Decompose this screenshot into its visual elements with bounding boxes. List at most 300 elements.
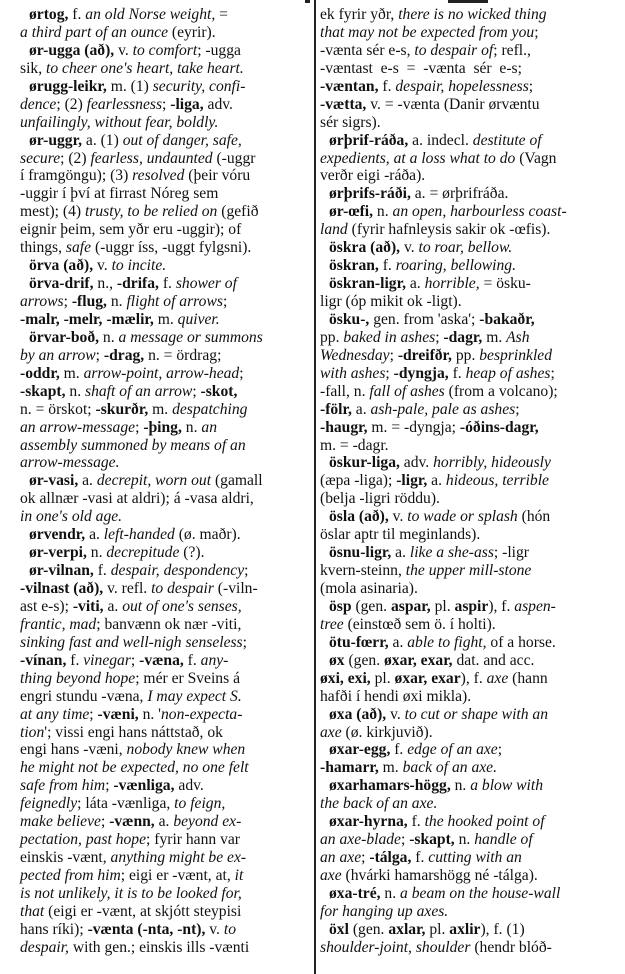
dictionary-line	[20, 526, 316, 544]
entry-text: f.	[68, 6, 86, 23]
definition-text: fearless, undaunted	[90, 149, 213, 167]
entry-text: (Vagn	[515, 149, 557, 167]
headword: ør-verpi,	[29, 544, 87, 562]
definition-text: safe from him	[20, 777, 106, 795]
headword: øxa-tré,	[329, 884, 381, 902]
dictionary-line	[20, 221, 316, 239]
dictionary-line	[20, 885, 316, 903]
headword: øxa (að),	[329, 705, 387, 723]
headword: -hamarr,	[320, 759, 379, 777]
entry-text: pl.	[370, 669, 395, 687]
definition-text: for hanging up axes.	[320, 902, 449, 920]
dictionary-line	[20, 293, 316, 311]
entry-text: ;	[528, 77, 534, 95]
definition-text: is not unlikely, it is to be looked for,	[20, 884, 242, 902]
headword: -drag,	[103, 346, 145, 364]
dictionary-line	[320, 167, 616, 185]
headword: -væni,	[97, 705, 139, 723]
definition-text: despair, hopelessness	[395, 77, 529, 95]
dictionary-line	[20, 365, 316, 383]
entry-text: ;	[534, 23, 539, 41]
headword: -vætta,	[320, 95, 367, 113]
dictionary-line	[320, 490, 616, 508]
entry-text: ;	[385, 364, 394, 382]
dictionary-line	[20, 132, 316, 150]
definition-text: shaft of an arrow	[85, 382, 193, 400]
entry-text: pp.	[320, 328, 344, 346]
entry-text: (æpa -liga);	[320, 472, 397, 490]
dictionary-line	[320, 634, 616, 652]
definition-text: any-	[200, 651, 229, 669]
entry-text: (belja -ligri röddu).	[320, 490, 440, 508]
definition-text: frantic, mad	[20, 615, 97, 633]
entry-text: (hvárki hamarshögg né -tálga).	[341, 867, 538, 884]
dictionary-line	[320, 454, 616, 472]
dictionary-line	[320, 60, 616, 78]
entry-text: f.	[411, 849, 429, 867]
entry-text: (gen.	[348, 920, 389, 938]
headword: -vænliga,	[113, 777, 175, 795]
entry-text: (mola asinaria).	[320, 580, 418, 597]
headword: ørugg-leikr,	[29, 77, 107, 95]
entry-text: ;	[89, 705, 98, 723]
definition-text: horrible,	[424, 275, 480, 293]
dictionary-line	[320, 383, 616, 401]
definition-text: pectation, past hope	[20, 831, 147, 849]
dictionary-line	[20, 185, 316, 203]
headword: -skot,	[200, 382, 238, 400]
dictionary-line	[320, 329, 616, 347]
entry-text: ), f. (1)	[480, 920, 525, 938]
definition-text: heap of ashes	[465, 364, 551, 382]
definition-text: there is no wicked thing	[398, 6, 547, 23]
entry-text: (hendr blóð-	[470, 938, 552, 956]
entry-text: ;	[105, 777, 114, 795]
definition-text: left-handed	[103, 526, 175, 544]
headword: öskra (að),	[329, 239, 401, 257]
entry-text: engri stundu -væna,	[20, 687, 148, 705]
definition-text: a blow with	[470, 777, 544, 795]
entry-text: ;	[515, 400, 520, 418]
definition-text: to	[223, 920, 236, 938]
dictionary-line	[320, 185, 616, 203]
dictionary-line	[320, 652, 616, 670]
headword: ørvendr,	[29, 526, 86, 544]
entry-text: (þeir vóru	[184, 167, 251, 185]
dictionary-line	[20, 508, 316, 526]
dictionary-line	[320, 580, 616, 598]
entry-text: m.	[482, 328, 507, 346]
dictionary-line	[320, 598, 616, 616]
headword: øxi, exi,	[320, 669, 371, 687]
headword: ørþrifs-ráði,	[329, 185, 411, 203]
dictionary-line	[20, 42, 316, 60]
definition-text: I may expect S.	[147, 687, 242, 705]
dictionary-line	[20, 724, 316, 742]
headword: -vilnast (að),	[20, 580, 104, 597]
entry-text: v.	[93, 257, 112, 275]
entry-text: '; vissi engi hans náttstað, ok	[44, 723, 223, 741]
definition-text: land	[320, 221, 348, 239]
entry-text: ;	[244, 562, 249, 580]
dictionary-line	[20, 490, 316, 508]
entry-text: ;	[135, 418, 144, 436]
dictionary-line	[320, 670, 616, 688]
entry-text: with gen.; einskis ills -vænti	[68, 938, 250, 956]
headword: -oddr,	[20, 364, 60, 382]
definition-text: resolved	[132, 167, 185, 185]
entry-text: ;	[63, 293, 72, 310]
dictionary-line	[20, 472, 316, 490]
headword: öskran,	[329, 257, 379, 275]
dictionary-line	[320, 365, 616, 383]
dictionary-line	[320, 293, 616, 311]
definition-text: roaring, bellowing.	[395, 257, 516, 275]
entry-text: f.	[448, 364, 466, 382]
entry-text: ; refl.,	[493, 41, 531, 59]
entry-text: adv.	[203, 95, 233, 113]
entry-text: ), f.	[460, 669, 487, 687]
headword: -væntan,	[320, 77, 379, 95]
definition-text: arrow-message.	[20, 454, 120, 472]
header-fragment-left	[305, 0, 310, 3]
entry-text: m.	[59, 364, 84, 382]
definition-text: nobody knew when	[126, 741, 246, 759]
definition-text: it	[234, 867, 244, 884]
dictionary-line	[320, 239, 616, 257]
entry-text: mest); (4)	[20, 203, 85, 221]
entry-text: a.	[427, 472, 446, 490]
entry-text: v.	[386, 705, 405, 723]
definition-text: fearlessness	[86, 95, 163, 113]
dictionary-line	[20, 150, 316, 168]
dictionary-line	[20, 759, 316, 777]
definition-text: despair,	[20, 938, 69, 956]
entry-text: f.	[66, 651, 84, 669]
entry-text: = ösku-	[479, 275, 531, 293]
dictionary-line	[20, 78, 316, 96]
definition-text: feignedly	[20, 795, 78, 813]
dictionary-line	[20, 795, 316, 813]
definition-text: axe	[486, 669, 509, 687]
headword: -liga,	[170, 95, 204, 113]
dictionary-line	[20, 203, 316, 221]
headword: -ligr,	[396, 472, 428, 490]
entry-text: pl.	[425, 920, 450, 938]
entry-text: ;	[95, 346, 104, 364]
headword: ør-œfi,	[329, 203, 374, 221]
entry-text: n.	[65, 382, 85, 400]
entry-text: ;	[192, 382, 201, 400]
dictionary-line	[320, 562, 616, 580]
dictionary-line	[320, 867, 616, 885]
entry-text: ligr (óp mikit ok -ligt).	[320, 293, 462, 310]
definition-text: secure	[20, 149, 61, 167]
entry-text: öslar aptr til meginlands).	[320, 526, 481, 544]
entry-text: (gefið	[217, 203, 259, 221]
entry-text: a.	[103, 597, 123, 615]
dictionary-line	[20, 239, 316, 257]
entry-text: a.	[351, 400, 371, 418]
entry-text: ;	[435, 328, 444, 346]
entry-text: a.	[78, 472, 97, 490]
dictionary-line	[20, 688, 316, 706]
entry-text: ;	[100, 813, 110, 831]
dictionary-line	[20, 634, 316, 652]
headword: örva (að),	[29, 257, 94, 275]
definition-text: trusty, to be relied on	[84, 203, 218, 221]
entry-text: v.	[114, 41, 133, 59]
definition-text: despair, despondency	[110, 562, 245, 580]
entry-text: a. indecl.	[408, 131, 473, 149]
headword: ösla (að),	[329, 508, 389, 526]
definition-text: destitute of	[472, 131, 542, 149]
headword: aspar,	[390, 597, 431, 615]
entry-text: einskis -vænt,	[20, 849, 111, 867]
dictionary-line	[20, 114, 316, 132]
headword: -vænta (-nta, -nt),	[87, 920, 206, 938]
entry-text: (gamall	[211, 472, 263, 490]
headword: ösnu-ligr,	[329, 544, 392, 562]
entry-text: (gen.	[344, 651, 384, 669]
definition-text: by an arrow	[20, 346, 96, 364]
entry-text: ; eigi er -vænt, at,	[120, 867, 235, 884]
dictionary-line	[20, 96, 316, 114]
entry-text: f.	[390, 741, 408, 759]
headword: aspir	[454, 597, 489, 615]
entry-text: ; (2)	[56, 95, 87, 113]
definition-text: a beam on the house-wall	[400, 884, 561, 902]
dictionary-line	[320, 759, 616, 777]
dictionary-line	[320, 706, 616, 724]
definition-text: able to fight,	[407, 633, 487, 651]
headword: ørþrif-ráða,	[329, 131, 409, 149]
definition-text: sinking fast and well-nigh senseless	[20, 633, 243, 651]
dictionary-line	[320, 813, 616, 831]
entry-text: v.	[388, 508, 408, 526]
definition-text: safe	[65, 239, 92, 257]
dictionary-line	[20, 6, 316, 24]
definition-text: out of one's senses,	[122, 597, 242, 615]
definition-text: axe	[320, 867, 342, 884]
dictionary-line	[20, 921, 316, 939]
dictionary-line	[20, 383, 316, 401]
entry-text: ;	[162, 95, 171, 113]
headword: ørtog,	[29, 6, 69, 23]
dictionary-line	[320, 777, 616, 795]
entry-text: gen. from 'aska';	[369, 310, 480, 328]
dictionary-line	[320, 885, 616, 903]
entry-text: n. = ördrag;	[144, 346, 222, 364]
entry-text: (-uggr	[212, 149, 256, 167]
dictionary-line	[320, 795, 616, 813]
definition-text: to comfort	[132, 41, 198, 59]
entry-text: ;	[239, 364, 244, 382]
dictionary-line	[20, 24, 316, 42]
headword: -fölr,	[320, 400, 352, 418]
definition-text: to cheer one's heart, take heart.	[46, 59, 244, 77]
dictionary-line	[20, 419, 316, 437]
dictionary-line	[320, 544, 616, 562]
dictionary-line	[20, 401, 316, 419]
entry-text: a.	[391, 544, 410, 562]
entry-text: n.	[106, 293, 127, 310]
definition-text: besprinkled	[479, 346, 553, 364]
dictionary-line	[20, 347, 316, 365]
entry-text: m. = -dagr.	[320, 436, 389, 454]
entry-text: (hann	[508, 669, 548, 687]
definition-text: like a she-ass	[409, 544, 494, 562]
headword: øx	[329, 651, 345, 669]
entry-text: f.	[378, 257, 396, 275]
dictionary-line	[320, 275, 616, 293]
entry-text: a. (1)	[82, 131, 123, 149]
definition-text: expedients, at a loss what to do	[320, 149, 516, 167]
dictionary-line	[320, 419, 616, 437]
dictionary-line	[320, 347, 616, 365]
headword: øxar-hyrna,	[329, 813, 408, 831]
headword: axlar,	[388, 920, 426, 938]
entry-text: n.	[380, 884, 401, 902]
definition-text: arrow-point, arrow-head	[83, 364, 240, 382]
definition-text: the upper mill-stone	[405, 562, 532, 580]
definition-text: an open, harbourless coast-	[392, 203, 567, 221]
entry-text: hafði í hendi øxi mikla).	[320, 687, 472, 705]
dictionary-line	[20, 275, 316, 293]
entry-text: (ø. maðr).	[174, 526, 241, 544]
dictionary-line	[320, 6, 616, 24]
headword: -skapt,	[20, 382, 66, 400]
definition-text: edge of an axe	[407, 741, 498, 759]
entry-text: ok allnær -vasi at aldri); á -vasa aldri,	[20, 490, 254, 508]
definition-text: an axe	[320, 849, 362, 867]
dictionary-line	[320, 903, 616, 921]
definition-text: tree	[320, 615, 344, 633]
dictionary-line	[320, 257, 616, 275]
entry-text: ; -ugga	[197, 41, 241, 59]
entry-text: v. refl.	[103, 580, 152, 597]
definition-text: to despair of	[414, 41, 494, 59]
definition-text: aspen-	[514, 597, 556, 615]
headword: ør-vilnan,	[29, 562, 94, 580]
headword: øxar-egg,	[329, 741, 391, 759]
entry-text: verðr eigi -ráða).	[320, 167, 426, 185]
definition-text: to wade or splash	[407, 508, 518, 526]
definition-text: in one's old age.	[20, 508, 123, 526]
entry-text: a.	[405, 275, 425, 293]
dictionary-line	[20, 329, 316, 347]
headword: örvar-boð,	[29, 328, 100, 346]
entry-text: n.,	[93, 275, 117, 293]
entry-text: ; -ligr	[493, 544, 529, 562]
headword: -óðins-dagr,	[459, 418, 539, 436]
entry-text: eignir þeim, sem yðr eru -uggir); of	[20, 221, 242, 239]
definition-text: an	[201, 418, 217, 436]
entry-text: sik,	[20, 59, 46, 77]
headword: -tálga,	[369, 849, 412, 867]
dictionary-line	[320, 831, 616, 849]
headword: öskur-liga,	[329, 454, 400, 472]
entry-text: ;	[361, 849, 370, 867]
headword: örva-drif,	[29, 275, 94, 293]
entry-text: (eigi er -vænt, at skjótt steypisi	[44, 902, 242, 920]
definition-text: out of danger, safe,	[122, 131, 242, 149]
definition-text: decrepitude	[106, 544, 180, 562]
definition-text: horribly, hideously	[433, 454, 551, 472]
definition-text: hideous, terrible	[445, 472, 549, 490]
definition-text: with ashes	[320, 364, 386, 382]
dictionary-line	[20, 777, 316, 795]
dictionary-line	[20, 616, 316, 634]
entry-text: v.	[205, 920, 224, 938]
entry-text: dat. and acc.	[452, 651, 535, 669]
definition-text: baked in ashes	[343, 328, 436, 346]
headword: øxar, exar,	[384, 651, 453, 669]
headword: -skurðr,	[95, 400, 149, 418]
entry-text: n.	[373, 203, 393, 221]
entry-text: ; fyrir hann var	[146, 831, 240, 849]
definition-text: to incite.	[111, 257, 167, 275]
headword: -malr, -melr, -mælir,	[20, 310, 154, 328]
entry-text: n.	[99, 328, 119, 346]
definition-text: anything might be ex-	[110, 849, 247, 867]
entry-text: ek fyrir yðr,	[320, 6, 399, 23]
dictionary-line	[20, 454, 316, 472]
definition-text: pected from him	[20, 867, 121, 884]
entry-text: sér sigrs).	[320, 113, 381, 131]
definition-text: decrepit, worn out	[96, 472, 212, 490]
entry-text: ; mér er Sveins á	[135, 669, 240, 687]
entry-text: n. = örskot;	[20, 400, 96, 418]
headword: -vínan,	[20, 651, 67, 669]
headword: öskran-ligr,	[329, 275, 406, 293]
entry-text: m. (1)	[106, 77, 153, 95]
headword: -flug,	[71, 293, 107, 310]
headword: axlir	[449, 920, 481, 938]
entry-text: (gen.	[351, 597, 391, 615]
dictionary-line	[20, 813, 316, 831]
dictionary-line	[20, 849, 316, 867]
left-column	[20, 6, 316, 957]
dictionary-line	[20, 831, 316, 849]
entry-text: things,	[20, 239, 66, 257]
definition-text: arrows	[20, 293, 64, 310]
headword: -dagr,	[443, 328, 483, 346]
headword: ør-uggr,	[29, 131, 82, 149]
entry-text: (hón	[517, 508, 551, 526]
definition-text: the back of an axe.	[320, 795, 438, 813]
definition-text: fall of ashes	[369, 382, 445, 400]
entry-text: ;	[400, 831, 410, 849]
entry-text: n. '	[138, 705, 161, 723]
entry-text: n.	[454, 831, 475, 849]
entry-text: n.	[450, 777, 471, 795]
headword: -bakaðr,	[479, 310, 535, 328]
headword: -viti,	[72, 597, 104, 615]
entry-text: a.	[388, 633, 408, 651]
entry-text: n.	[86, 544, 107, 562]
dictionary-line	[320, 311, 616, 329]
entry-text: a.	[154, 813, 174, 831]
definition-text: Wednesday	[320, 346, 390, 364]
headword: -haugr,	[320, 418, 368, 436]
entry-text: pp.	[451, 346, 480, 364]
entry-text: kvern-steinn,	[320, 562, 406, 580]
definition-text: handle of	[474, 831, 533, 849]
entry-text: a.	[85, 526, 104, 544]
entry-text: (-viln-	[213, 580, 258, 597]
headword: öxl	[329, 920, 349, 938]
